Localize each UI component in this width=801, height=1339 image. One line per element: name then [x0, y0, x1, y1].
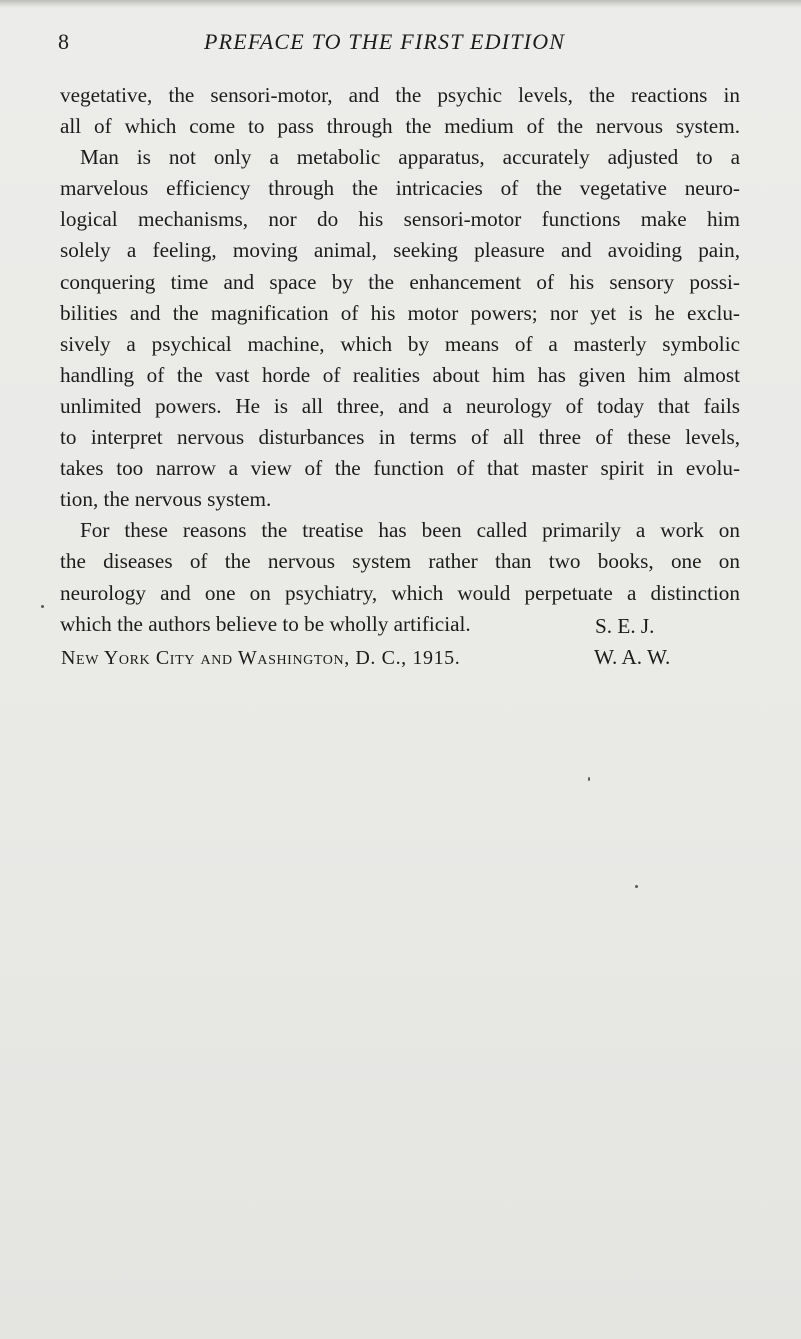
text-line: handling of the vast horde of realities about him has given him almost — [60, 362, 740, 387]
body-text — [60, 80, 740, 640]
text-line: unlimited powers. He is all three, and a neurology of today that fails — [60, 393, 740, 418]
paper-speck — [588, 777, 590, 781]
text-line: For these reasons the treatise has been called primarily a work on — [80, 518, 740, 543]
author-initials — [595, 611, 670, 673]
text-line: the diseases of the nervous system rather than two books, one on — [60, 549, 740, 574]
initials-first: S. E. J. — [595, 614, 655, 638]
initials-second: W. A. W. — [594, 645, 671, 669]
text-line: logical mechanisms, nor do his sensori-motor functions make him — [60, 207, 740, 232]
text-line: sively a psychical machine, which by means of a masterly symbolic — [60, 331, 740, 356]
page-number: 8 — [58, 29, 71, 54]
text-line: marvelous efficiency through the intricacies of the vegetative neuro- — [60, 176, 740, 201]
text-line: tion, the nervous system. — [60, 487, 272, 512]
text-line: takes too narrow a view of the function of that master spirit in evolu- — [60, 456, 740, 481]
running-title: PREFACE TO THE FIRST EDITION — [204, 29, 566, 54]
text-line: to interpret nervous disturbances in terms of all three of these levels, — [60, 425, 740, 450]
text-line: solely a feeling, moving animal, seeking pleasure and avoiding pain, — [60, 238, 740, 263]
paper-speck — [41, 605, 44, 608]
text-line: all of which come to pass through the medium of the nervous system. — [60, 114, 740, 139]
place-and-date: New York City and Washington, D. C., 1915. — [61, 647, 461, 669]
page-top-edge — [0, 0, 801, 8]
text-line: conquering time and space by the enhancement of his sensory possi- — [60, 269, 740, 294]
paper-speck — [635, 885, 638, 888]
text-line: which the authors believe to be wholly artificial. — [60, 611, 471, 636]
text-line: bilities and the magnification of his motor powers; nor yet is he exclu- — [60, 300, 740, 325]
text-line: Man is not only a metabolic apparatus, accurately adjusted to a — [80, 145, 740, 170]
running-head — [58, 29, 758, 59]
text-line: vegetative, the sensori-motor, and the psychic levels, the reactions in — [60, 83, 740, 107]
text-line: neurology and one on psychiatry, which would perpetuate a distinction — [60, 580, 740, 605]
